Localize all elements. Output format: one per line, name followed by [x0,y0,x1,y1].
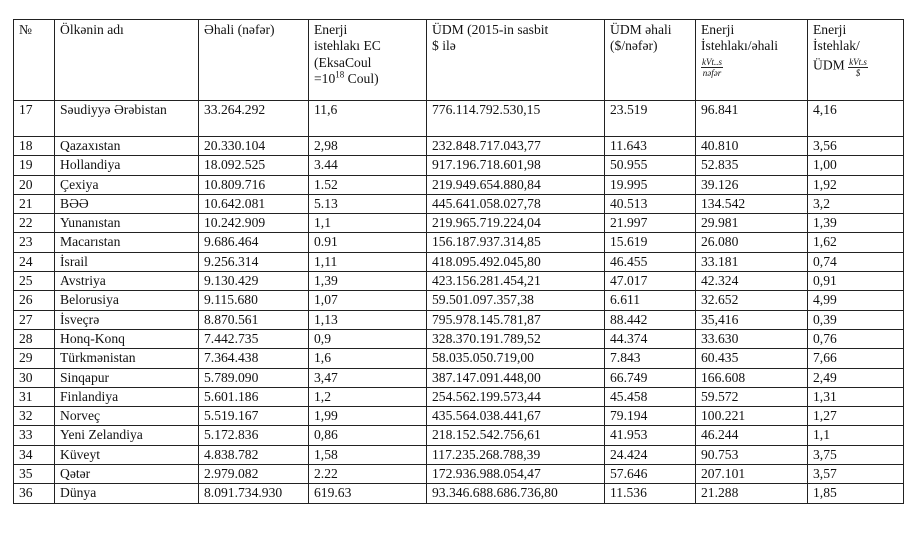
table-row [14,175,904,194]
table-row [14,368,904,387]
cell-population: 10.642.081 [199,194,309,213]
cell-country: İsrail [55,252,199,271]
table-row [14,272,904,291]
cell-energy: 619.63 [309,484,427,503]
cell-energy: 1,58 [309,445,427,464]
cell-energy: 1,6 [309,349,427,368]
cell-gdp-per-capita: 19.995 [605,175,696,194]
cell-population: 5.789.090 [199,368,309,387]
cell-no: 25 [14,272,55,291]
header-gdp-per-capita: ÜDM əhali ($/nəfər) [605,20,696,101]
cell-gdp-per-capita: 40.513 [605,194,696,213]
header-population: Əhali (nəfər) [199,20,309,101]
cell-energy-per-gdp: 7,66 [808,349,904,368]
cell-country: Çexiya [55,175,199,194]
cell-energy: 0.91 [309,233,427,252]
cell-energy: 0,9 [309,329,427,348]
cell-energy: 1,1 [309,214,427,233]
cell-energy-per-gdp: 0,91 [808,272,904,291]
cell-country: Dünya [55,484,199,503]
cell-population: 33.264.292 [199,101,309,137]
cell-population: 9.115.680 [199,291,309,310]
cell-energy-per-capita: 60.435 [696,349,808,368]
cell-country: Finlandiya [55,387,199,406]
cell-energy-per-gdp: 1,39 [808,214,904,233]
cell-population: 7.364.438 [199,349,309,368]
cell-country: Türkmənistan [55,349,199,368]
cell-population: 18.092.525 [199,156,309,175]
table-row [14,329,904,348]
cell-energy: 11,6 [309,101,427,137]
cell-population: 8.091.734.930 [199,484,309,503]
cell-energy-per-capita: 21.288 [696,484,808,503]
cell-no: 21 [14,194,55,213]
cell-gdp: 254.562.199.573,44 [427,387,605,406]
cell-gdp: 776.114.792.530,15 [427,101,605,137]
cell-energy-per-capita: 33.630 [696,329,808,348]
cell-country: Yunanıstan [55,214,199,233]
cell-gdp-per-capita: 79.194 [605,407,696,426]
cell-gdp-per-capita: 23.519 [605,101,696,137]
cell-country: Küveyt [55,445,199,464]
cell-country: Hollandiya [55,156,199,175]
cell-country: Belorusiya [55,291,199,310]
cell-no: 22 [14,214,55,233]
cell-energy: 3.44 [309,156,427,175]
cell-energy-per-gdp: 0,39 [808,310,904,329]
cell-energy: 0,86 [309,426,427,445]
header-gdp: ÜDM (2015-in sasbit $ ilə [427,20,605,101]
cell-population: 20.330.104 [199,137,309,156]
energy-per-capita-unit-fraction: $\frac{\text{kVt..s}}{\text{nəfər}}$ [702,56,722,78]
table-row [14,465,904,484]
table-row [14,310,904,329]
cell-energy-per-capita: 29.981 [696,214,808,233]
cell-gdp: 435.564.038.441,67 [427,407,605,426]
cell-gdp: 328.370.191.789,52 [427,329,605,348]
cell-gdp: 59.501.097.357,38 [427,291,605,310]
cell-gdp-per-capita: 24.424 [605,445,696,464]
cell-energy-per-capita: 100.221 [696,407,808,426]
cell-population: 8.870.561 [199,310,309,329]
cell-country: Avstriya [55,272,199,291]
table-row [14,349,904,368]
header-energy-per-capita: Enerji İstehlakı/əhali $\frac{\text{kVt..s}}{\text{nəfər}}$ [696,20,808,101]
cell-energy: 2,98 [309,137,427,156]
cell-population: 5.172.836 [199,426,309,445]
cell-country: BƏƏ [55,194,199,213]
cell-gdp-per-capita: 57.646 [605,465,696,484]
cell-energy-per-gdp: 1,31 [808,387,904,406]
cell-energy-per-gdp: 3,57 [808,465,904,484]
cell-energy-per-capita: 33.181 [696,252,808,271]
cell-no: 26 [14,291,55,310]
cell-no: 33 [14,426,55,445]
cell-energy-per-gdp: 3,2 [808,194,904,213]
cell-no: 18 [14,137,55,156]
cell-gdp-per-capita: 11.536 [605,484,696,503]
cell-country: Norveç [55,407,199,426]
cell-energy-per-gdp: 0,76 [808,329,904,348]
cell-country: Yeni Zelandiya [55,426,199,445]
cell-energy-per-gdp: 4,16 [808,101,904,137]
cell-population: 5.601.186 [199,387,309,406]
table-row [14,233,904,252]
table-row [14,101,904,137]
cell-gdp-per-capita: 47.017 [605,272,696,291]
cell-population: 5.519.167 [199,407,309,426]
cell-energy-per-gdp: 0,74 [808,252,904,271]
cell-energy-per-gdp: 1,1 [808,426,904,445]
cell-gdp-per-capita: 44.374 [605,329,696,348]
cell-energy-per-capita: 35,416 [696,310,808,329]
table-row [14,407,904,426]
header-energy-per-gdp: Enerji İstehlak/ ÜDM $\frac{\text{kVt.s}}{\$}$ [808,20,904,101]
cell-gdp: 418.095.492.045,80 [427,252,605,271]
table-row [14,252,904,271]
cell-no: 19 [14,156,55,175]
cell-energy-per-gdp: 1,27 [808,407,904,426]
cell-energy: 1.52 [309,175,427,194]
cell-no: 32 [14,407,55,426]
cell-no: 29 [14,349,55,368]
cell-energy-per-capita: 42.324 [696,272,808,291]
cell-gdp-per-capita: 41.953 [605,426,696,445]
cell-country: Macarıstan [55,233,199,252]
cell-no: 28 [14,329,55,348]
cell-gdp-per-capita: 15.619 [605,233,696,252]
cell-gdp: 219.965.719.224,04 [427,214,605,233]
cell-no: 17 [14,101,55,137]
cell-energy-per-capita: 59.572 [696,387,808,406]
cell-energy-per-gdp: 1,85 [808,484,904,503]
cell-energy-per-capita: 26.080 [696,233,808,252]
cell-gdp-per-capita: 66.749 [605,368,696,387]
cell-energy: 1,39 [309,272,427,291]
cell-country: Səudiyyə Ərəbistan [55,101,199,137]
cell-energy-per-capita: 96.841 [696,101,808,137]
cell-gdp-per-capita: 88.442 [605,310,696,329]
cell-energy: 1,99 [309,407,427,426]
cell-country: Qazaxıstan [55,137,199,156]
cell-energy-per-capita: 32.652 [696,291,808,310]
cell-energy-per-capita: 166.608 [696,368,808,387]
cell-no: 31 [14,387,55,406]
cell-gdp: 218.152.542.756,61 [427,426,605,445]
cell-gdp: 232.848.717.043,77 [427,137,605,156]
header-no: № [14,20,55,101]
energy-per-gdp-unit-fraction: $\frac{\text{kVt.s}}{\$}$ [849,56,867,78]
cell-gdp: 58.035.050.719,00 [427,349,605,368]
cell-gdp: 387.147.091.448,00 [427,368,605,387]
cell-population: 4.838.782 [199,445,309,464]
cell-energy-per-gdp: 3,75 [808,445,904,464]
energy-statistics-table [13,19,904,504]
cell-energy: 2.22 [309,465,427,484]
header-energy: Enerji istehlakı EC (EksaCoul $=10^{18}$ Coul) [309,20,427,101]
cell-energy-per-capita: 40.810 [696,137,808,156]
cell-gdp-per-capita: 7.843 [605,349,696,368]
cell-gdp: 917.196.718.601,98 [427,156,605,175]
cell-energy-per-capita: 46.244 [696,426,808,445]
cell-energy-per-gdp: 3,56 [808,137,904,156]
table-row [14,194,904,213]
cell-country: Qətər [55,465,199,484]
cell-energy-per-capita: 134.542 [696,194,808,213]
table-header-row [14,20,904,101]
cell-population: 10.809.716 [199,175,309,194]
cell-country: Sinqapur [55,368,199,387]
cell-energy-per-gdp: 4,99 [808,291,904,310]
cell-population: 9.256.314 [199,252,309,271]
cell-population: 7.442.735 [199,329,309,348]
table-row [14,156,904,175]
cell-energy: 1,11 [309,252,427,271]
cell-gdp: 156.187.937.314,85 [427,233,605,252]
cell-gdp-per-capita: 46.455 [605,252,696,271]
table-body [14,101,904,504]
cell-gdp: 219.949.654.880,84 [427,175,605,194]
table-row [14,445,904,464]
cell-gdp-per-capita: 21.997 [605,214,696,233]
cell-population: 2.979.082 [199,465,309,484]
cell-no: 36 [14,484,55,503]
cell-gdp-per-capita: 50.955 [605,156,696,175]
cell-energy: 1,13 [309,310,427,329]
cell-no: 30 [14,368,55,387]
cell-population: 9.686.464 [199,233,309,252]
table-row [14,426,904,445]
cell-energy-per-gdp: 1,00 [808,156,904,175]
cell-energy-per-capita: 90.753 [696,445,808,464]
table-row [14,484,904,503]
cell-no: 23 [14,233,55,252]
cell-gdp-per-capita: 6.611 [605,291,696,310]
cell-gdp-per-capita: 45.458 [605,387,696,406]
cell-gdp: 172.936.988.054,47 [427,465,605,484]
cell-energy: 1,2 [309,387,427,406]
cell-energy: 5.13 [309,194,427,213]
cell-energy-per-gdp: 1,92 [808,175,904,194]
cell-no: 35 [14,465,55,484]
cell-no: 20 [14,175,55,194]
cell-energy: 1,07 [309,291,427,310]
cell-population: 9.130.429 [199,272,309,291]
cell-energy-per-capita: 207.101 [696,465,808,484]
header-country: Ölkənin adı [55,20,199,101]
cell-gdp-per-capita: 11.643 [605,137,696,156]
cell-country: Honq-Konq [55,329,199,348]
cell-energy-per-capita: 52.835 [696,156,808,175]
cell-gdp: 445.641.058.027,78 [427,194,605,213]
cell-country: İsveçrə [55,310,199,329]
cell-gdp: 795.978.145.781,87 [427,310,605,329]
cell-energy: 3,47 [309,368,427,387]
cell-no: 34 [14,445,55,464]
table-row [14,291,904,310]
cell-energy-per-capita: 39.126 [696,175,808,194]
cell-no: 27 [14,310,55,329]
cell-gdp: 117.235.268.788,39 [427,445,605,464]
cell-no: 24 [14,252,55,271]
table-row [14,137,904,156]
cell-energy-per-gdp: 1,62 [808,233,904,252]
cell-gdp: 93.346.688.686.736,80 [427,484,605,503]
cell-gdp: 423.156.281.454,21 [427,272,605,291]
cell-energy-per-gdp: 2,49 [808,368,904,387]
cell-population: 10.242.909 [199,214,309,233]
table-row [14,387,904,406]
table-row [14,214,904,233]
